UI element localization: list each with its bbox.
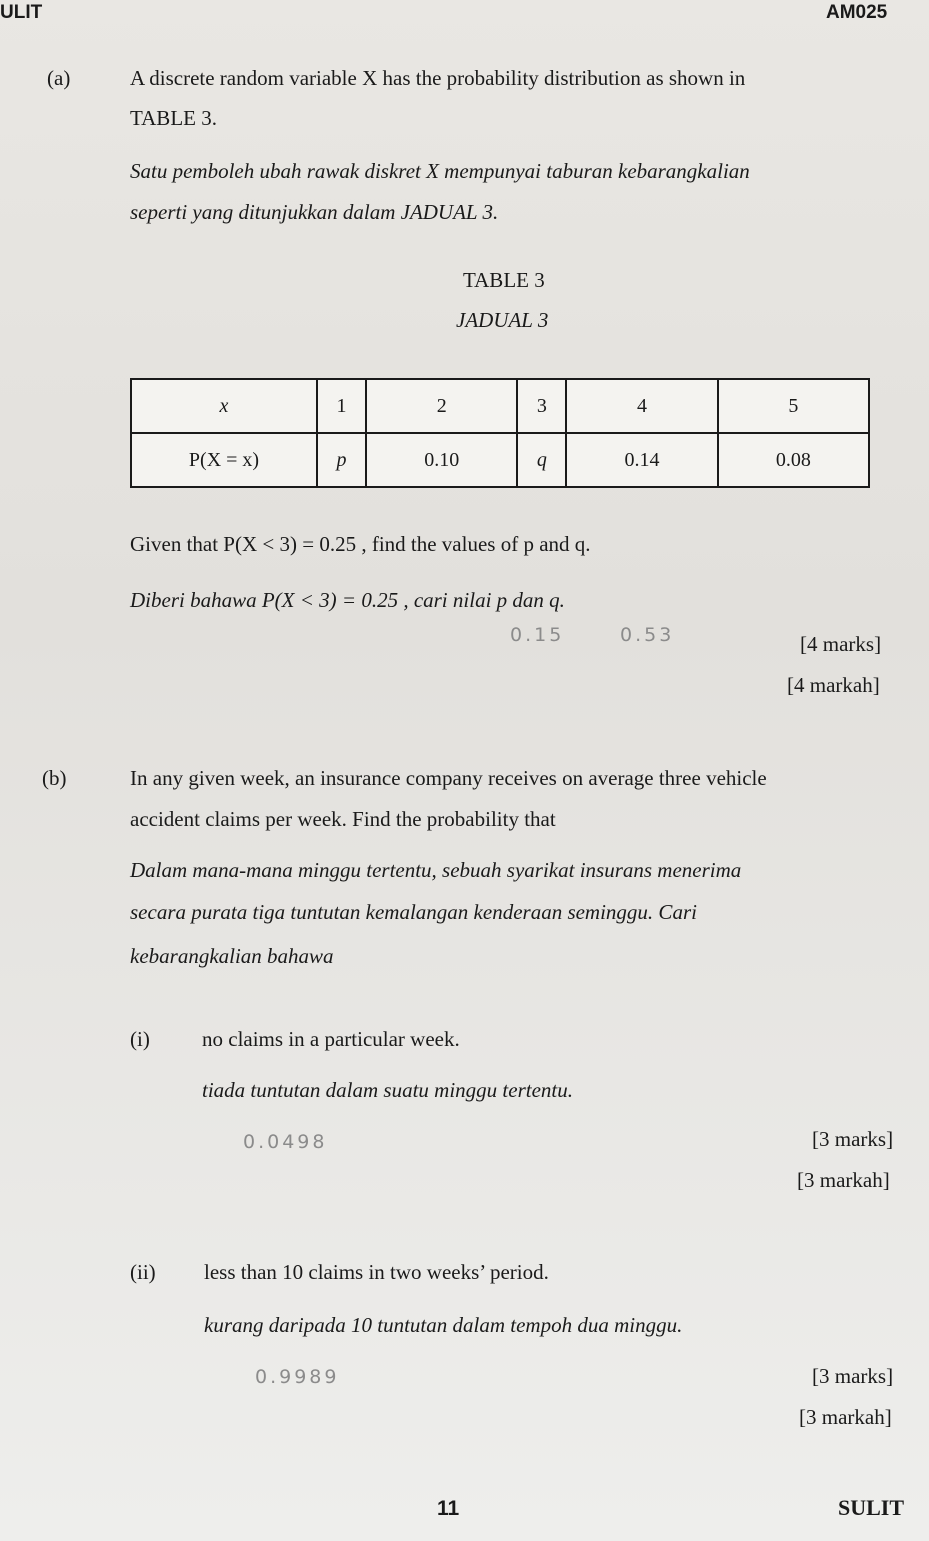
part-a-line1: A discrete random variable X has the probability distribution as shown in: [130, 66, 746, 90]
handwritten-answer-q: 0.53: [620, 624, 675, 646]
page-number: 11: [437, 1497, 460, 1520]
part-a-line2: TABLE 3.: [130, 106, 217, 130]
table-cell: 4: [566, 379, 717, 433]
distribution-table: [130, 378, 870, 488]
table-cell: 3: [517, 379, 566, 433]
table-row: [131, 433, 869, 487]
sub-ii-label: (ii): [130, 1260, 156, 1284]
part-b-malay-line2: secara purata tiga tuntutan kemalangan kenderaan seminggu. Cari: [130, 900, 697, 924]
footer-sulit: SULIT: [838, 1495, 905, 1520]
part-a-malay-line1: Satu pemboleh ubah rawak diskret X mempunyai taburan kebarangkalian: [130, 159, 750, 183]
table-cell: 1: [317, 379, 366, 433]
marks-b-i: [3 marks]: [812, 1127, 894, 1151]
part-b-label: (b): [42, 766, 67, 790]
table-cell: p: [317, 433, 366, 487]
sub-i-text: no claims in a particular week.: [202, 1027, 460, 1051]
part-a-malay-line2: seperti yang ditunjukkan dalam JADUAL 3.: [130, 200, 499, 224]
table-cell: 0.10: [366, 433, 517, 487]
markah-b-ii: [3 markah]: [799, 1405, 892, 1429]
given-statement: Given that P(X < 3) = 0.25 , find the values of p and q.: [130, 532, 591, 556]
markah-b-i: [3 markah]: [797, 1168, 890, 1192]
part-a-label: (a): [47, 66, 71, 90]
handwritten-answer-ii: 0.9989: [255, 1366, 340, 1388]
table-cell: 0.14: [566, 433, 717, 487]
handwritten-answer-p: 0.15: [510, 624, 565, 646]
part-b-malay-line1: Dalam mana-mana minggu tertentu, sebuah syarikat insurans menerima: [130, 858, 742, 882]
sub-ii-malay: kurang daripada 10 tuntutan dalam tempoh dua minggu.: [204, 1313, 683, 1337]
table-cell: q: [517, 433, 566, 487]
markah-a: [4 markah]: [787, 673, 880, 697]
table-title-malay: JADUAL 3: [456, 308, 549, 332]
marks-b-ii: [3 marks]: [812, 1364, 894, 1388]
table-title: TABLE 3: [463, 268, 545, 292]
table-cell: 5: [718, 379, 869, 433]
table-row-header-x: x: [131, 379, 317, 433]
part-b-line2: accident claims per week. Find the probability that: [130, 807, 556, 831]
table-row: [131, 379, 869, 433]
sub-ii-text: less than 10 claims in two weeks’ period.: [204, 1260, 549, 1284]
table-cell: 0.08: [718, 433, 869, 487]
header-code: AM025: [826, 2, 888, 23]
sub-i-malay: tiada tuntutan dalam suatu minggu tertentu.: [202, 1078, 573, 1102]
given-statement-malay: Diberi bahawa P(X < 3) = 0.25 , cari nilai p dan q.: [130, 588, 565, 612]
table-cell: 2: [366, 379, 517, 433]
part-b-line1: In any given week, an insurance company receives on average three vehicle: [130, 766, 767, 790]
handwritten-answer-i: 0.0498: [243, 1131, 328, 1153]
marks-a: [4 marks]: [800, 632, 882, 656]
header-left: ULIT: [0, 2, 43, 23]
sub-i-label: (i): [130, 1027, 150, 1051]
table-row-header-prob: P(X = x): [131, 433, 317, 487]
part-b-malay-line3: kebarangkalian bahawa: [130, 944, 334, 968]
